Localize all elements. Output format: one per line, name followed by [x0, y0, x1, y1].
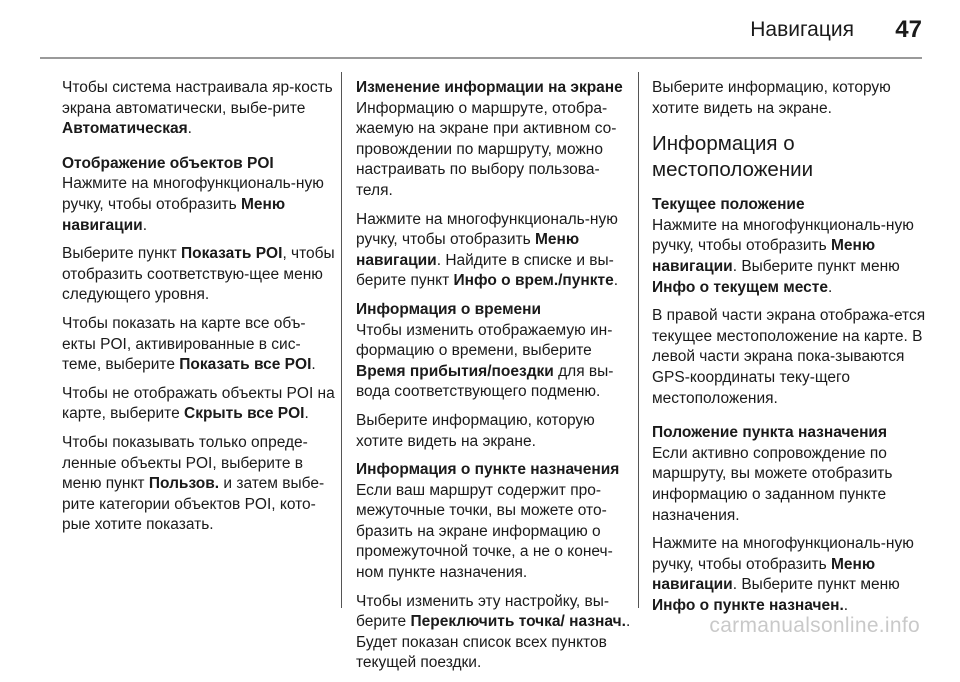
menu-navigation: Меню навигации: [652, 237, 876, 275]
text: для вы-вода соответствующего подменю.: [356, 362, 614, 401]
heading-time-info: Информация о времени: [356, 300, 542, 318]
heading-destination-info: Информация о пункте назначения: [356, 461, 620, 479]
column-divider-2: [638, 72, 639, 608]
option-show-poi: Показать POI: [181, 245, 283, 263]
menu-navigation: Меню навигации: [356, 231, 580, 269]
text: .: [142, 216, 148, 234]
paragraph-custom-poi: [62, 433, 337, 536]
column-3: [652, 78, 927, 624]
text: Чтобы система настраивала яр-кость экрана автоматически, выбе-рите: [62, 79, 333, 117]
paragraph-route-info: Информацию о маршруте, отобра-жаемую на экране при активном со-провождении по маршруту, можно настраивать по выбору пользова-теля.: [356, 99, 617, 199]
paragraph-open-menu: [62, 174, 337, 236]
text: .: [304, 405, 309, 423]
text: . Будет показан список всех пунктов текущей поездки.: [356, 613, 631, 672]
text: Чтобы изменить эту настройку, вы-берите: [356, 592, 610, 631]
text: , чтобы отобразить соответствую-щее меню следующего уровня.: [62, 245, 335, 304]
page-number: 47: [895, 16, 922, 43]
text: .: [843, 596, 849, 614]
text: Чтобы не отображать объекты POI на карте, выберите: [62, 384, 335, 423]
watermark: carmanualsonline.info: [709, 614, 920, 637]
text: .: [613, 272, 619, 290]
paragraph-select-info: Выберите информацию, которую хотите видеть на экране.: [356, 411, 595, 450]
text: Чтобы показать на карте все объ-екты POI, активированные в сис-теме, выберите: [62, 314, 306, 374]
paragraph-auto-brightness: [62, 78, 337, 140]
paragraph-open-menu: [356, 210, 631, 292]
paragraph-gps-coords: В правой части экрана отобража-ется текущее местоположение на карте. В левой части экрана пока-зываются GPS-координаты теку-щего местоположения.: [652, 307, 926, 407]
paragraph-select-info: Выберите информацию, которую хотите видеть на экране.: [652, 79, 891, 117]
text: .: [827, 278, 833, 296]
column-1: [62, 78, 337, 544]
heading-poi-display: Отображение объектов POI: [62, 154, 274, 172]
menu-navigation: Меню навигации: [62, 195, 286, 234]
text: Нажмите на многофункциональ-ную ручку, чтобы отобразить: [652, 535, 914, 573]
text: Чтобы показывать только опреде-ленные объекты POI, выберите в меню пункт: [62, 433, 308, 493]
section-heading-location: Информация о местоположении: [652, 132, 814, 182]
section-title: Навигация: [750, 18, 854, 41]
paragraph-open-menu-current: [652, 216, 927, 298]
paragraph-waypoints: Если ваш маршрут содержит про-межуточные точки, вы можете ото-бразить на экране информацию о промежуточной точке, а не о конеч-ном пункте назначения.: [356, 481, 613, 582]
paragraph-guidance-active: Если активно сопровождение по маршруту, вы можете отобразить информацию о заданном пункте назначения.: [652, 444, 893, 524]
text: Чтобы изменить отображаемую ин-формацию о времени, выберите: [356, 321, 613, 360]
text: . Выберите пункт меню: [732, 257, 900, 275]
text: и затем выбе-рите категории объектов POI, кото-рые хотите показать.: [62, 475, 325, 534]
paragraph-time-info: [356, 321, 631, 403]
option-hide-all-poi: Скрыть все POI: [184, 405, 305, 423]
option-user: Пользов.: [148, 475, 220, 493]
option-arrival-time: Время прибытия/поездки: [356, 362, 554, 380]
column-divider-1: [341, 72, 342, 608]
paragraph-show-poi: [62, 244, 337, 306]
heading-destination-position: Положение пункта назначения: [652, 424, 887, 442]
paragraph-switch-dest: [356, 592, 631, 674]
option-current-location-info: Инфо о текущем месте: [652, 278, 828, 296]
text: .: [187, 120, 192, 138]
text: Выберите пункт: [62, 245, 181, 263]
text: Нажмите на многофункциональ-ную ручку, чтобы отобразить: [652, 216, 914, 255]
column-2: [356, 78, 631, 682]
page-header: [0, 0, 960, 56]
text: Нажмите на многофункциональ-ную ручку, чтобы отобразить: [356, 210, 618, 249]
option-destination-info: Инфо о пункте назначен.: [652, 596, 844, 614]
menu-navigation: Меню навигации: [652, 555, 876, 594]
text: . Найдите в списке и вы-берите пункт: [356, 251, 614, 290]
paragraph-open-menu-dest: [652, 534, 927, 616]
heading-current-position: Текущее положение: [652, 196, 805, 214]
text: Нажмите на многофункциональ-ную ручку, чтобы отобразить: [62, 175, 324, 213]
option-automatic: Автоматическая: [62, 120, 188, 138]
text: . Выберите пункт меню: [732, 576, 900, 594]
paragraph-show-all-poi: [62, 314, 337, 376]
heading-change-info: Изменение информации на экране: [356, 79, 623, 96]
option-show-all-poi: Показать все POI: [179, 356, 312, 374]
text: .: [311, 356, 316, 374]
paragraph-hide-poi: [62, 384, 337, 425]
option-time-dest-info: Инфо о врем./пункте: [453, 272, 614, 290]
option-switch-destination: Переключить точка/ назнач.: [410, 613, 626, 631]
header-divider: [40, 57, 922, 59]
